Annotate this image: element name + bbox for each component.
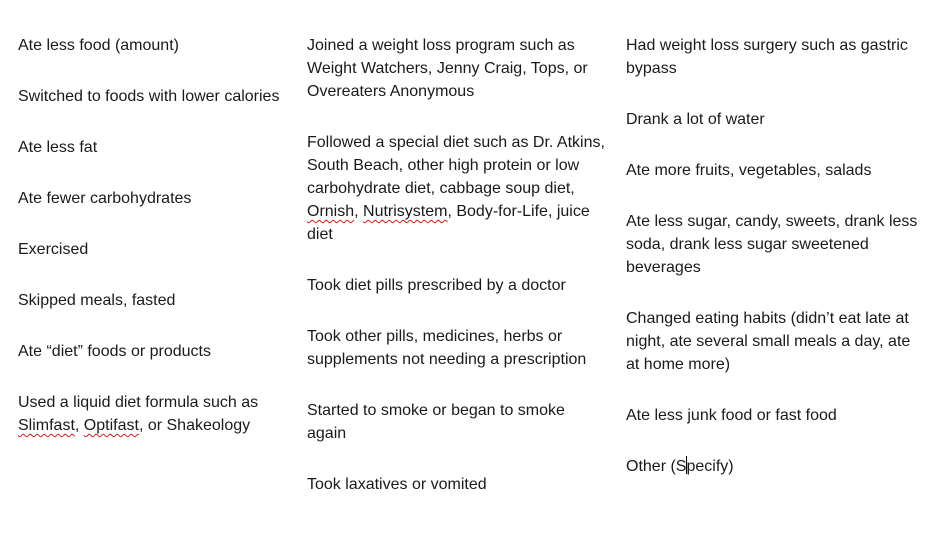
item-text: Drank a lot of water — [626, 111, 765, 128]
list-item — [307, 34, 607, 103]
item-text: Took diet pills prescribed by a doctor — [307, 277, 566, 294]
spellcheck-flagged-word: Optifast — [83, 417, 139, 434]
item-text: Ate less junk food or fast food — [626, 407, 837, 424]
item-text: Ate more fruits, vegetables, salads — [626, 162, 872, 179]
list-item — [626, 159, 922, 182]
item-text: , — [74, 417, 84, 434]
item-text: Joined a weight loss program such as Weight Watchers, Jenny Craig, Tops, or Overeaters Anonymous — [307, 37, 588, 100]
item-text: Ate “diet” foods or products — [18, 343, 211, 360]
item-text: Ate less food (amount) — [18, 37, 179, 54]
column-2 — [307, 34, 607, 524]
item-text: Switched to foods with lower calories — [18, 88, 280, 105]
spellcheck-flagged-word: Ornish — [307, 203, 355, 220]
item-text: Followed a special diet such as Dr. Atkins, South Beach, other high protein or low carbohydrate diet, cabbage soup diet, — [307, 134, 605, 197]
list-item — [18, 340, 288, 363]
list-item — [307, 274, 607, 297]
column-1 — [18, 34, 288, 465]
item-text: Started to smoke or began to smoke again — [307, 402, 565, 442]
list-item — [18, 187, 288, 210]
list-item — [626, 455, 922, 478]
item-text: Ate less sugar, candy, sweets, drank less soda, drank less sugar sweetened beverages — [626, 213, 918, 276]
list-item — [626, 210, 922, 279]
list-item — [626, 108, 922, 131]
item-text: , — [354, 203, 364, 220]
list-item — [307, 473, 607, 496]
list-item — [307, 325, 607, 371]
item-text: Ate less fat — [18, 139, 98, 156]
list-item — [307, 131, 607, 246]
list-item — [18, 34, 288, 57]
list-item — [18, 85, 288, 108]
list-item — [626, 34, 922, 80]
item-text: Exercised — [18, 241, 89, 258]
spellcheck-flagged-word: Slimfast — [18, 417, 75, 434]
item-text: Used a liquid diet formula such as — [18, 394, 259, 411]
list-item — [307, 399, 607, 445]
item-text: Skipped meals, fasted — [18, 292, 176, 309]
item-text: Took laxatives or vomited — [307, 476, 487, 493]
list-item — [18, 238, 288, 261]
item-text: Ate fewer carbohydrates — [18, 190, 192, 207]
column-3 — [626, 34, 922, 506]
item-text: pecify) — [686, 458, 734, 475]
item-text: Took other pills, medicines, herbs or supplements not needing a prescription — [307, 328, 587, 368]
item-text: Had weight loss surgery such as gastric bypass — [626, 37, 908, 77]
item-text: Other (S — [626, 458, 687, 475]
list-item — [626, 307, 922, 376]
spellcheck-flagged-word: Nutrisystem — [363, 203, 448, 220]
list-item — [18, 391, 288, 437]
list-item — [18, 136, 288, 159]
item-text: , or Shakeology — [138, 417, 251, 434]
list-item — [18, 289, 288, 312]
list-item — [626, 404, 922, 427]
item-text: , Body-for-Life, juice diet — [307, 203, 590, 243]
item-text: Changed eating habits (didn’t eat late at night, ate several small meals a day, ate at home more) — [626, 310, 911, 373]
